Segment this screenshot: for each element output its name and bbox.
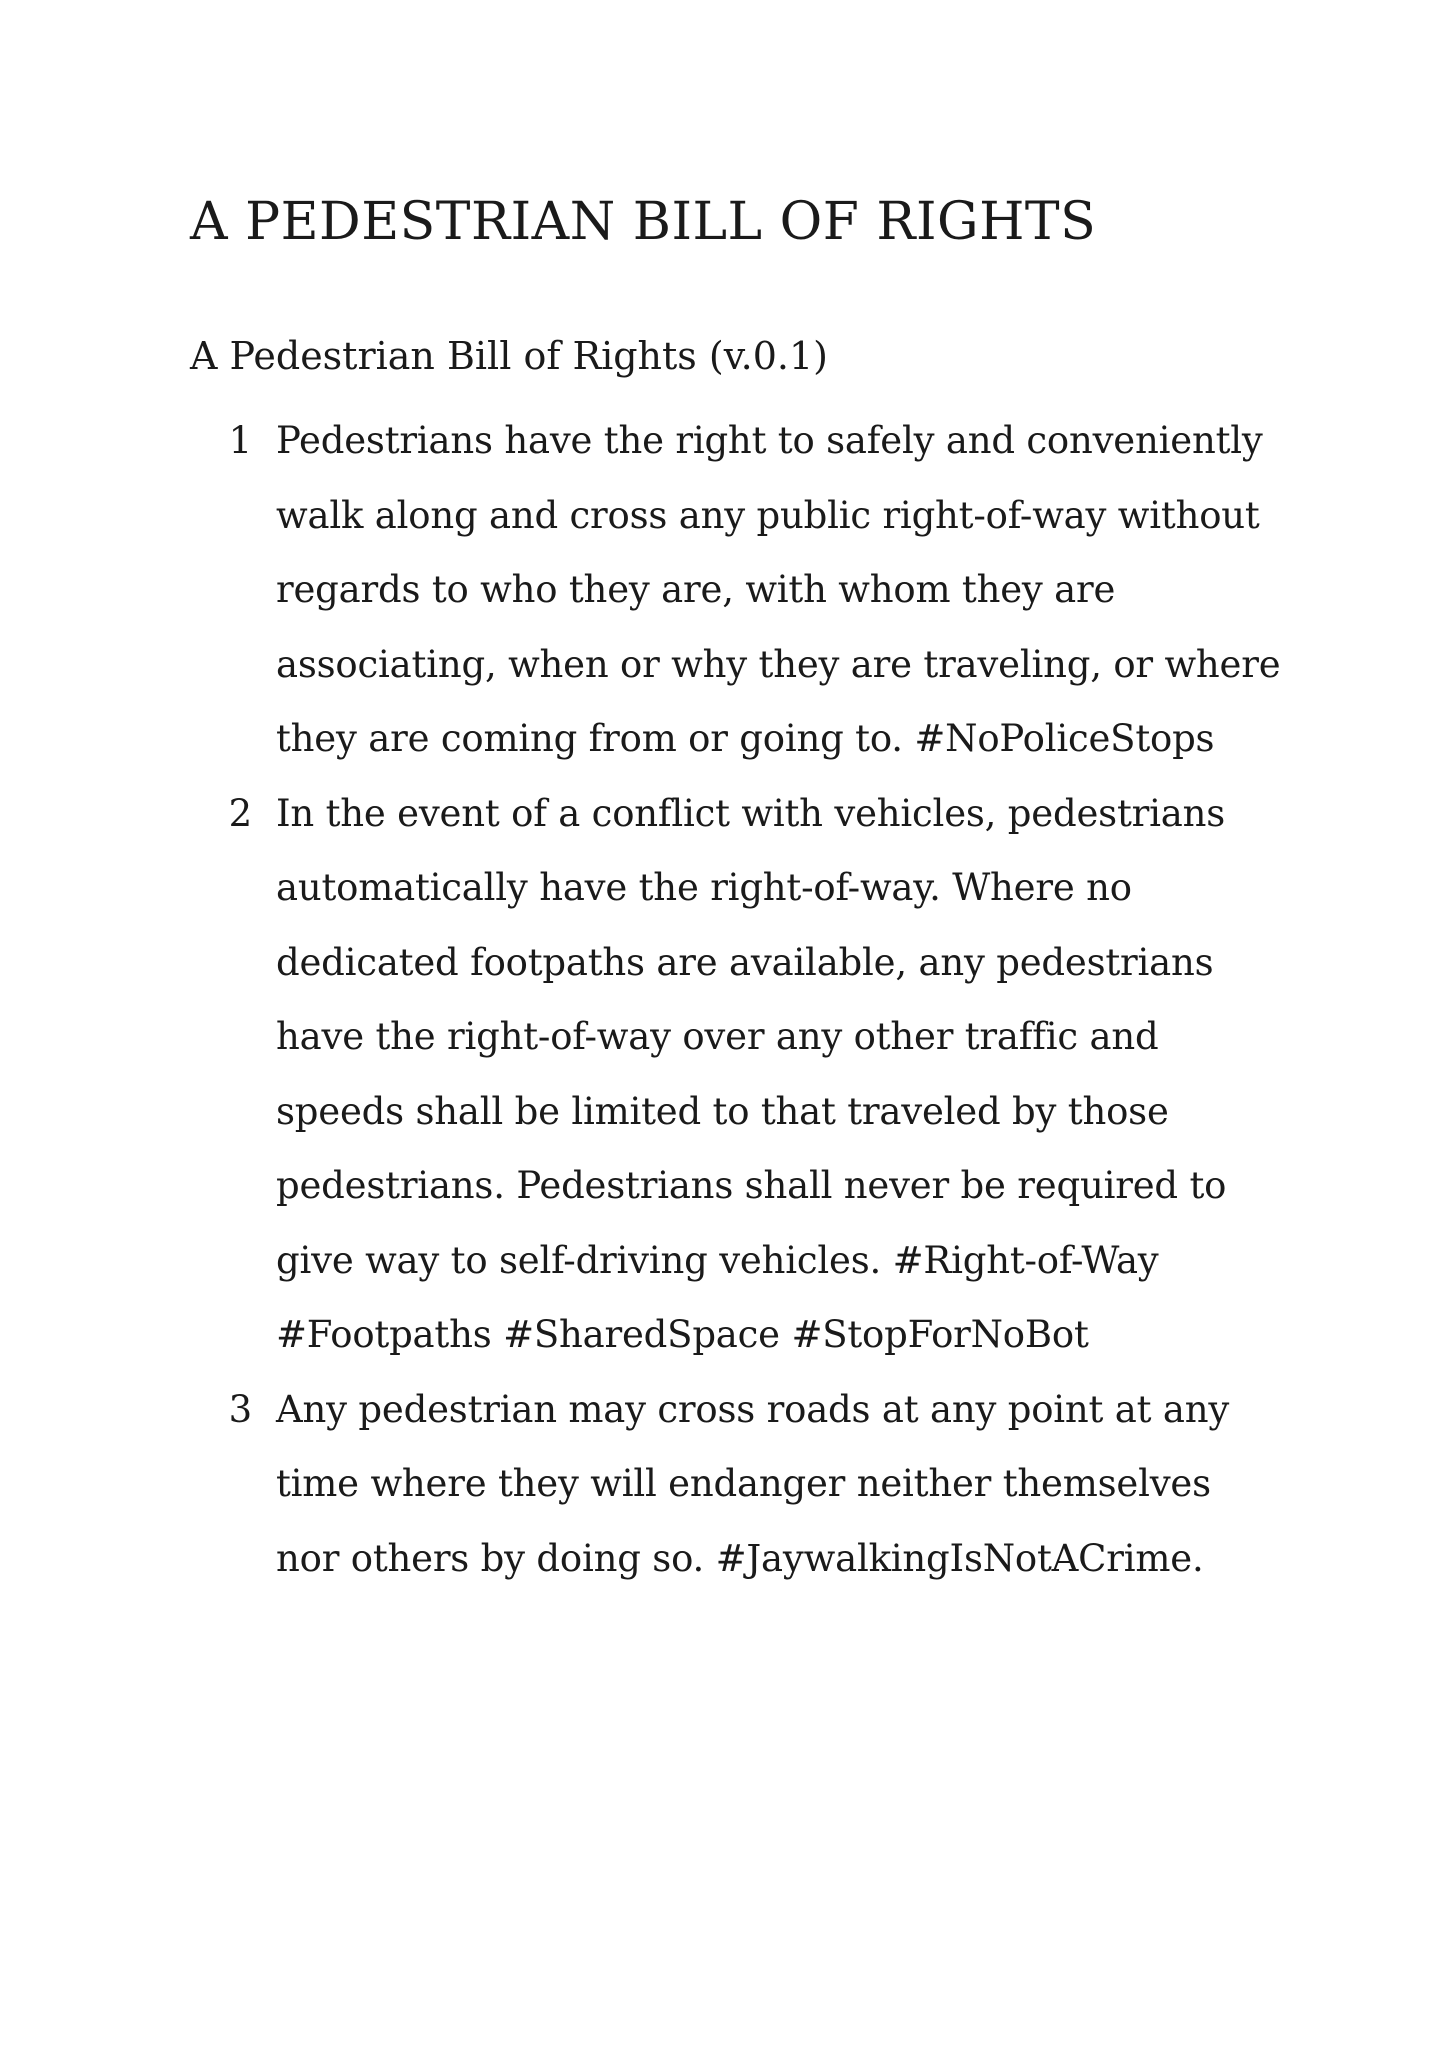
rights-list [190, 404, 1290, 1596]
right-text: In the event of a conflict with vehicles, pedestrians automatically have the right-of-way. Where no dedicated footpaths are available, any pedestrians have the right-of-way over any other traffic and speeds shall be limited to that traveled by those pedestrians. Pedestrians shall never be required to give way to self-driving vehicles. #Right-of-Way #Footpaths #SharedSpace #StopForNoBot [276, 791, 1227, 1356]
right-item-2 [190, 777, 1290, 1373]
right-number: 3 [228, 1387, 252, 1431]
right-text: Pedestrians have the right to safely and conveniently walk along and cross any public right-of-way without regards to who they are, with whom they are associating, when or why they are traveling, or where they are coming from or going to. #NoPoliceStops [276, 419, 1281, 760]
document-subtitle: A Pedestrian Bill of Rights (v.0.1) [190, 334, 829, 378]
document-title: A PEDESTRIAN BILL OF RIGHTS [190, 192, 1097, 252]
right-number: 1 [228, 419, 252, 462]
right-text: Any pedestrian may cross roads at any point at any time where they will endanger neither themselves nor others by doing so. #JaywalkingIsNotACrime. [276, 1387, 1230, 1580]
right-item-1 [190, 404, 1290, 777]
right-item-3 [190, 1373, 1290, 1597]
right-number: 2 [228, 791, 252, 835]
